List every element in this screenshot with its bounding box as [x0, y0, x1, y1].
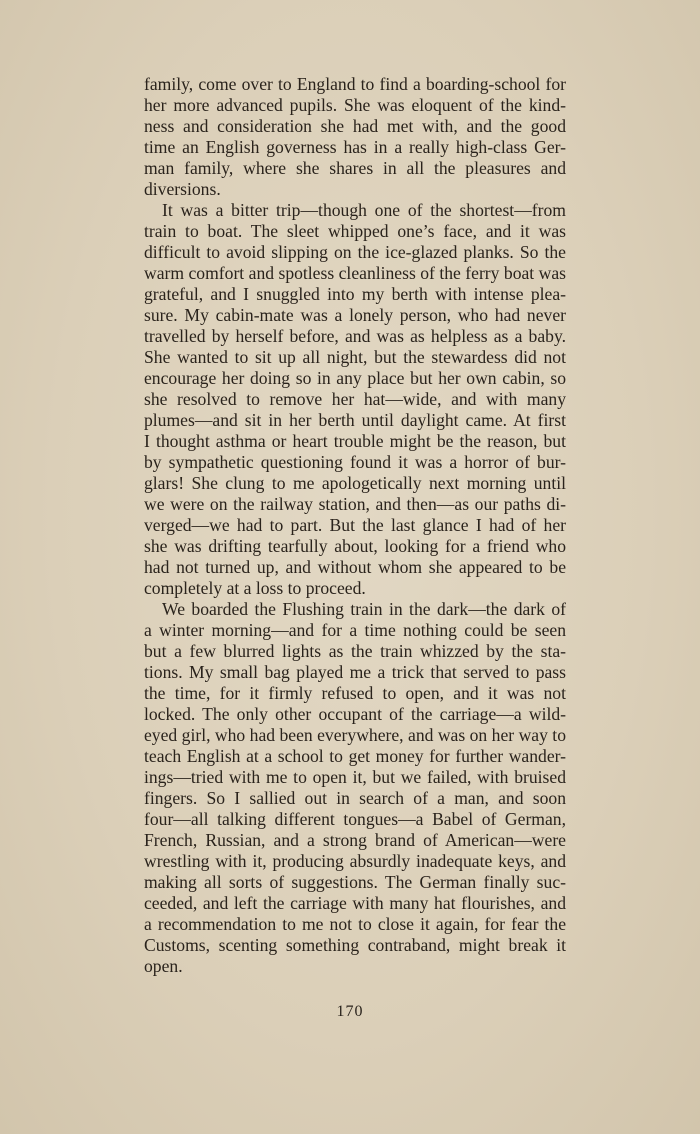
text-line: making all sorts of suggestions. The German finally suc- — [144, 872, 566, 892]
text-line: warm comfort and spotless cleanliness of the ferry boat was — [144, 263, 566, 283]
body-text — [144, 74, 566, 977]
text-line: train to boat. The sleet whipped one’s face, and it was — [144, 221, 566, 241]
text-line: the time, for it firmly refused to open, and it was not — [144, 683, 566, 703]
text-line: She wanted to sit up all night, but the stewardess did not — [144, 347, 566, 367]
text-line: she resolved to remove her hat—wide, and with many — [144, 389, 566, 409]
text-line: tions. My small bag played me a trick that served to pass — [144, 662, 566, 682]
text-line: man family, where she shares in all the pleasures and — [144, 158, 566, 178]
text-line: It was a bitter trip—though one of the shortest—from — [162, 200, 566, 220]
text-line: family, come over to England to find a boarding-school for — [144, 74, 566, 94]
text-line: locked. The only other occupant of the carriage—a wild- — [144, 704, 566, 724]
text-line: she was drifting tearfully about, looking for a friend who — [144, 536, 566, 556]
text-line: teach English at a school to get money for further wander- — [144, 746, 566, 766]
page-number: 170 — [336, 1003, 364, 1020]
text-line: time an English governess has in a really high-class Ger- — [144, 137, 566, 157]
text-line: ness and consideration she had met with, and the good — [144, 116, 566, 136]
text-line: I thought asthma or heart trouble might be the reason, but — [144, 431, 566, 451]
text-line: a winter morning—and for a time nothing could be seen — [144, 620, 566, 640]
text-line: eyed girl, who had been everywhere, and was on her way to — [144, 725, 566, 745]
text-line: verged—we had to part. But the last glance I had of her — [144, 515, 566, 535]
text-line: we were on the railway station, and then—as our paths di- — [144, 494, 566, 514]
text-line: travelled by herself before, and was as helpless as a baby. — [144, 326, 566, 346]
text-line: her more advanced pupils. She was eloquent of the kind- — [144, 95, 566, 115]
text-line: diversions. — [144, 179, 221, 199]
text-line: Customs, scenting something contraband, might break it — [144, 935, 566, 955]
text-line: wrestling with it, producing absurdly inadequate keys, and — [144, 851, 566, 871]
text-line: completely at a loss to proceed. — [144, 578, 366, 598]
text-line: difficult to avoid slipping on the ice-glazed planks. So the — [144, 242, 566, 262]
text-line: ceeded, and left the carriage with many hat flourishes, and — [144, 893, 566, 913]
text-line: We boarded the Flushing train in the dark—the dark of — [162, 599, 566, 619]
text-line: but a few blurred lights as the train whizzed by the sta- — [144, 641, 566, 661]
text-line: fingers. So I sallied out in search of a man, and soon — [144, 788, 566, 808]
text-line: plumes—and sit in her berth until daylight came. At first — [144, 410, 566, 430]
text-line: a recommendation to me not to close it again, for fear the — [144, 914, 566, 934]
text-line: sure. My cabin-mate was a lonely person, who had never — [144, 305, 566, 325]
text-line: by sympathetic questioning found it was a horror of bur- — [144, 452, 566, 472]
text-line: grateful, and I snuggled into my berth with intense plea- — [144, 284, 566, 304]
text-line: French, Russian, and a strong brand of American—were — [144, 830, 566, 850]
text-line: had not turned up, and without whom she appeared to be — [144, 557, 566, 577]
text-line: open. — [144, 956, 183, 976]
text-line: glars! She clung to me apologetically next morning until — [144, 473, 566, 493]
text-line: four—all talking different tongues—a Babel of German, — [144, 809, 566, 829]
text-line: ings—tried with me to open it, but we failed, with bruised — [144, 767, 566, 787]
text-line: encourage her doing so in any place but her own cabin, so — [144, 368, 566, 388]
